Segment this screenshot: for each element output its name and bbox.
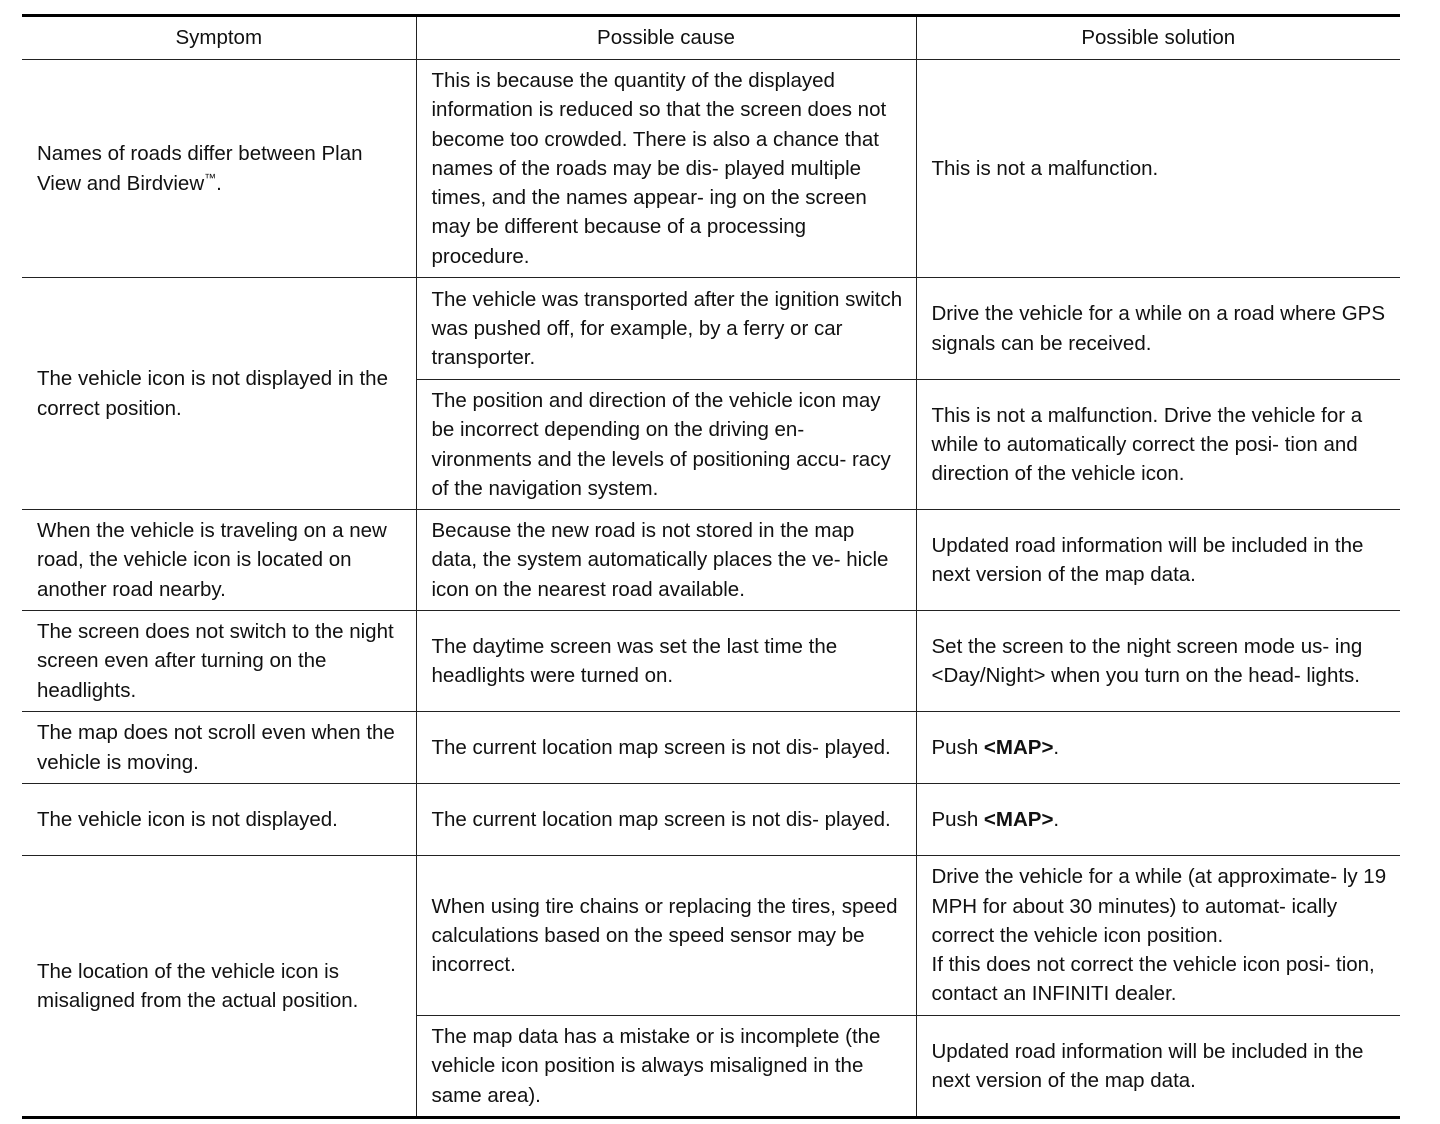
solution-cell: This is not a malfunction. — [916, 60, 1400, 278]
solution-cell: Drive the vehicle for a while on a road where GPS signals can be received. — [916, 278, 1400, 380]
trademark-mark: ™ — [204, 170, 217, 185]
cause-cell: When using tire chains or replacing the tires, speed calculations based on the speed sensor may be incorrect. — [416, 856, 916, 1016]
table-row — [22, 784, 1400, 856]
symptom-cell: The map does not scroll even when the vehicle is moving. — [22, 712, 416, 784]
solution-cell — [916, 856, 1400, 1016]
map-key-label: <MAP> — [983, 807, 1054, 831]
cause-cell: The daytime screen was set the last time the headlights were turned on. — [416, 611, 916, 712]
cause-cell: This is because the quantity of the displayed information is reduced so that the screen does not become too crowded. There is also a chance that names of the roads may be dis- played multiple times, and the names appear- ing on the screen may be different because of a processing procedure. — [416, 60, 916, 278]
symptom-cell: The vehicle icon is not displayed in the correct position. — [22, 278, 416, 510]
solution-text-end: . — [1053, 807, 1060, 831]
table-row — [22, 712, 1400, 784]
table-row — [22, 60, 1400, 278]
cause-cell: The current location map screen is not dis- played. — [416, 712, 916, 784]
map-key-label: <MAP> — [983, 735, 1054, 759]
troubleshooting-table-container — [22, 14, 1400, 1119]
table-row — [22, 856, 1400, 1016]
solution-cell: Updated road information will be included in the next version of the map data. — [916, 510, 1400, 611]
solution-text-part-1: Drive the vehicle for a while (at approximate- ly 19 MPH for about 30 minutes) to automat- ically correct the vehicle icon position. — [931, 865, 1387, 947]
symptom-cell: The location of the vehicle icon is misaligned from the actual position. — [22, 856, 416, 1118]
solution-cell: Set the screen to the night screen mode us- ing <Day/Night> when you turn on the head- lights. — [916, 611, 1400, 712]
solution-cell — [916, 712, 1400, 784]
header-symptom: Symptom — [22, 16, 416, 60]
solution-cell — [916, 784, 1400, 856]
table-row — [22, 510, 1400, 611]
symptom-cell: The screen does not switch to the night screen even after turning on the headlights. — [22, 611, 416, 712]
table-row — [22, 278, 1400, 380]
table-row — [22, 611, 1400, 712]
solution-cell: This is not a malfunction. Drive the vehicle for a while to automatically correct the posi- tion and direction of the vehicle icon. — [916, 380, 1400, 510]
cause-cell: The map data has a mistake or is incomplete (the vehicle icon position is always misaligned in the same area). — [416, 1016, 916, 1118]
symptom-cell: When the vehicle is traveling on a new road, the vehicle icon is located on another road nearby. — [22, 510, 416, 611]
solution-text-end: . — [1053, 735, 1060, 759]
solution-cell: Updated road information will be included in the next version of the map data. — [916, 1016, 1400, 1118]
symptom-cell: The vehicle icon is not displayed. — [22, 784, 416, 856]
cause-cell: The current location map screen is not dis- played. — [416, 784, 916, 856]
header-possible-solution: Possible solution — [916, 16, 1400, 60]
table-header-row — [22, 16, 1400, 60]
symptom-cell — [22, 60, 416, 278]
cause-cell: The position and direction of the vehicle icon may be incorrect depending on the driving en- vironments and the levels of positioning accu- racy of the navigation system. — [416, 380, 916, 510]
solution-text: Push — [931, 735, 984, 759]
troubleshooting-table — [22, 14, 1400, 1119]
symptom-text: Names of roads differ between Plan View and Birdview — [37, 142, 363, 195]
solution-text-part-2: If this does not correct the vehicle icon posi- tion, contact an INFINITI dealer. — [931, 953, 1375, 1006]
cause-cell: Because the new road is not stored in the map data, the system automatically places the ve- hicle icon on the nearest road available. — [416, 510, 916, 611]
symptom-text-end: . — [216, 171, 222, 195]
cause-cell: The vehicle was transported after the ignition switch was pushed off, for example, by a ferry or car transporter. — [416, 278, 916, 380]
header-possible-cause: Possible cause — [416, 16, 916, 60]
solution-text: Push — [931, 807, 984, 831]
